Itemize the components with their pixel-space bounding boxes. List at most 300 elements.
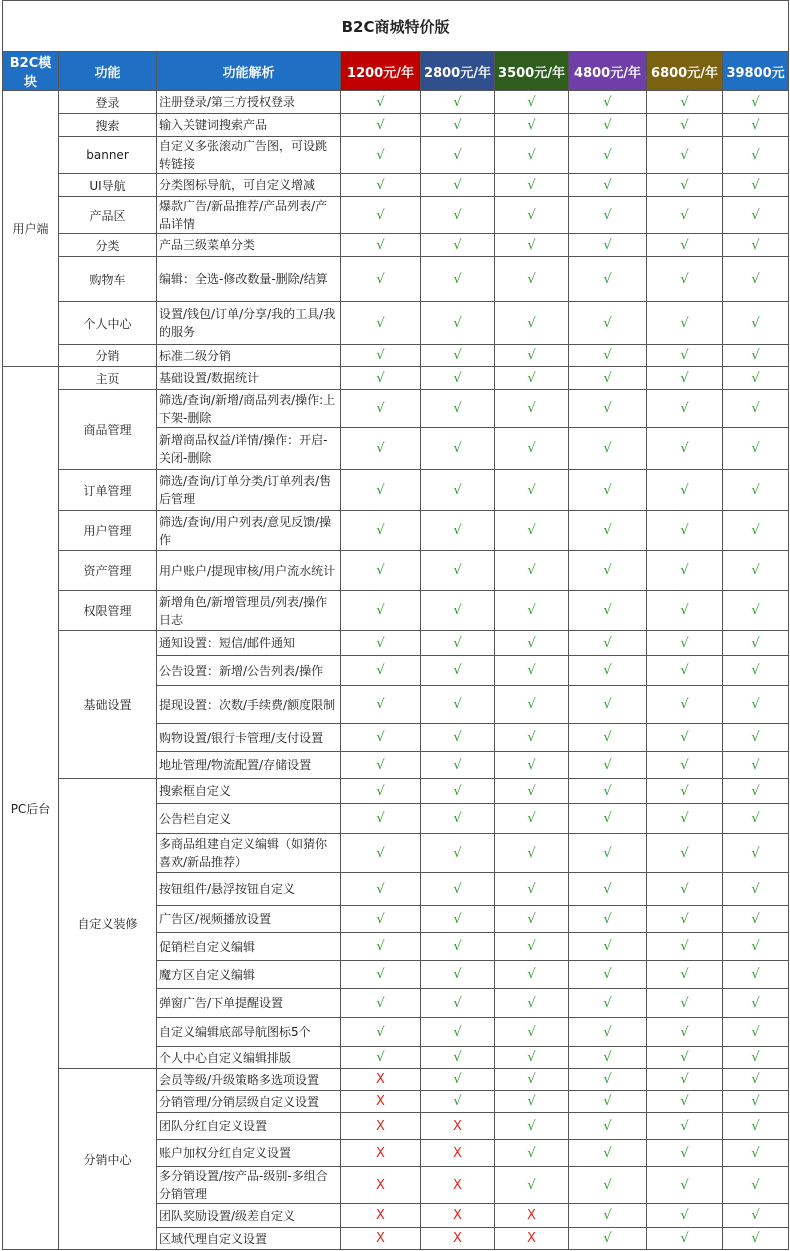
check-mark: √	[341, 724, 421, 752]
table-row	[3, 197, 789, 234]
check-mark: √	[421, 686, 495, 724]
check-mark: √	[341, 137, 421, 174]
cross-mark: X	[341, 1113, 421, 1140]
cross-mark: X	[421, 1167, 495, 1204]
check-mark: √	[647, 390, 723, 428]
table-row	[3, 779, 789, 804]
check-mark: √	[723, 1069, 789, 1091]
check-mark: √	[421, 470, 495, 511]
check-mark: √	[421, 961, 495, 989]
check-mark: √	[341, 1018, 421, 1047]
check-mark: √	[421, 390, 495, 428]
check-mark: √	[341, 551, 421, 591]
header-plan-6800: 6800元/年	[647, 52, 723, 91]
check-mark: √	[569, 1228, 647, 1250]
table-row	[3, 367, 789, 390]
feature-cell: 分销	[59, 345, 157, 367]
check-mark: √	[495, 686, 569, 724]
feature-cell: 分销中心	[59, 1069, 157, 1250]
check-mark: √	[421, 1047, 495, 1069]
description-cell: 团队分红自定义设置	[157, 1113, 341, 1140]
check-mark: √	[647, 257, 723, 302]
check-mark: √	[421, 197, 495, 234]
check-mark: √	[569, 686, 647, 724]
check-mark: √	[341, 906, 421, 933]
table-body	[3, 91, 789, 1250]
check-mark: √	[647, 1018, 723, 1047]
feature-cell: 商品管理	[59, 390, 157, 470]
check-mark: √	[647, 1091, 723, 1113]
check-mark: √	[723, 428, 789, 470]
check-mark: √	[723, 470, 789, 511]
feature-cell: 基础设置	[59, 631, 157, 779]
check-mark: √	[495, 989, 569, 1018]
check-mark: √	[723, 137, 789, 174]
header-desc: 功能解析	[157, 52, 341, 91]
check-mark: √	[421, 367, 495, 390]
check-mark: √	[495, 174, 569, 197]
check-mark: √	[723, 631, 789, 656]
check-mark: √	[495, 234, 569, 257]
check-mark: √	[495, 1069, 569, 1091]
check-mark: √	[647, 752, 723, 779]
check-mark: √	[495, 345, 569, 367]
check-mark: √	[723, 511, 789, 551]
check-mark: √	[341, 302, 421, 345]
check-mark: √	[569, 1140, 647, 1167]
check-mark: √	[341, 428, 421, 470]
description-cell: 注册登录/第三方授权登录	[157, 91, 341, 114]
check-mark: √	[569, 91, 647, 114]
header-plan-1200: 1200元/年	[341, 52, 421, 91]
check-mark: √	[495, 428, 569, 470]
check-mark: √	[421, 428, 495, 470]
check-mark: √	[723, 873, 789, 906]
cross-mark: X	[421, 1228, 495, 1250]
table-row	[3, 591, 789, 631]
cross-mark: X	[421, 1204, 495, 1228]
description-cell: 基础设置/数据统计	[157, 367, 341, 390]
check-mark: √	[647, 197, 723, 234]
check-mark: √	[569, 631, 647, 656]
check-mark: √	[341, 873, 421, 906]
description-cell: 爆款广告/新品推荐/产品列表/产品详情	[157, 197, 341, 234]
check-mark: √	[569, 961, 647, 989]
check-mark: √	[495, 91, 569, 114]
check-mark: √	[569, 989, 647, 1018]
cross-mark: X	[421, 1140, 495, 1167]
check-mark: √	[723, 989, 789, 1018]
check-mark: √	[495, 302, 569, 345]
page-title: B2C商城特价版	[3, 1, 789, 52]
check-mark: √	[569, 470, 647, 511]
check-mark: √	[569, 551, 647, 591]
check-mark: √	[723, 1047, 789, 1069]
feature-cell: 主页	[59, 367, 157, 390]
check-mark: √	[341, 804, 421, 834]
description-cell: 促销栏自定义编辑	[157, 933, 341, 961]
check-mark: √	[495, 779, 569, 804]
check-mark: √	[647, 933, 723, 961]
check-mark: √	[647, 470, 723, 511]
feature-cell: 权限管理	[59, 591, 157, 631]
check-mark: √	[421, 906, 495, 933]
check-mark: √	[647, 234, 723, 257]
check-mark: √	[495, 137, 569, 174]
feature-cell: 产品区	[59, 197, 157, 234]
check-mark: √	[647, 174, 723, 197]
description-cell: 通知设置：短信/邮件通知	[157, 631, 341, 656]
cross-mark: X	[341, 1069, 421, 1091]
check-mark: √	[495, 834, 569, 873]
feature-cell: 个人中心	[59, 302, 157, 345]
description-cell: 提现设置：次数/手续费/额度限制	[157, 686, 341, 724]
check-mark: √	[421, 1069, 495, 1091]
module-cell: 用户端	[3, 91, 59, 367]
table-row	[3, 302, 789, 345]
check-mark: √	[421, 724, 495, 752]
header-row	[3, 52, 789, 91]
check-mark: √	[495, 1167, 569, 1204]
check-mark: √	[647, 137, 723, 174]
check-mark: √	[421, 174, 495, 197]
check-mark: √	[495, 752, 569, 779]
check-mark: √	[341, 656, 421, 686]
check-mark: √	[421, 656, 495, 686]
table-row	[3, 174, 789, 197]
check-mark: √	[341, 234, 421, 257]
table-row	[3, 345, 789, 367]
check-mark: √	[723, 1204, 789, 1228]
description-cell: 筛选/查询/用户列表/意见反馈/操作	[157, 511, 341, 551]
check-mark: √	[569, 1167, 647, 1204]
check-mark: √	[495, 724, 569, 752]
check-mark: √	[647, 961, 723, 989]
description-cell: 筛选/查询/新增/商品列表/操作:上下架-删除	[157, 390, 341, 428]
check-mark: √	[495, 631, 569, 656]
description-cell: 区域代理自定义设置	[157, 1228, 341, 1250]
table-row	[3, 1069, 789, 1091]
check-mark: √	[647, 1228, 723, 1250]
check-mark: √	[569, 302, 647, 345]
check-mark: √	[421, 989, 495, 1018]
feature-cell: 自定义装修	[59, 779, 157, 1069]
check-mark: √	[647, 367, 723, 390]
check-mark: √	[723, 257, 789, 302]
check-mark: √	[421, 804, 495, 834]
description-cell: 多商品组建自定义编辑（如猜你喜欢/新品推荐）	[157, 834, 341, 873]
check-mark: √	[723, 656, 789, 686]
module-cell: PC后台	[3, 367, 59, 1250]
check-mark: √	[569, 752, 647, 779]
check-mark: √	[341, 367, 421, 390]
check-mark: √	[569, 591, 647, 631]
check-mark: √	[723, 1167, 789, 1204]
check-mark: √	[341, 174, 421, 197]
check-mark: √	[421, 234, 495, 257]
table-row	[3, 114, 789, 137]
check-mark: √	[421, 631, 495, 656]
check-mark: √	[421, 779, 495, 804]
check-mark: √	[569, 511, 647, 551]
check-mark: √	[569, 906, 647, 933]
check-mark: √	[341, 197, 421, 234]
check-mark: √	[495, 390, 569, 428]
check-mark: √	[647, 873, 723, 906]
check-mark: √	[421, 873, 495, 906]
check-mark: √	[341, 961, 421, 989]
check-mark: √	[647, 1167, 723, 1204]
check-mark: √	[647, 724, 723, 752]
check-mark: √	[495, 1018, 569, 1047]
check-mark: √	[421, 257, 495, 302]
feature-cell: UI导航	[59, 174, 157, 197]
check-mark: √	[421, 345, 495, 367]
check-mark: √	[723, 197, 789, 234]
check-mark: √	[569, 804, 647, 834]
check-mark: √	[723, 114, 789, 137]
check-mark: √	[341, 390, 421, 428]
check-mark: √	[341, 686, 421, 724]
description-cell: 编辑：全选-修改数量-删除/结算	[157, 257, 341, 302]
check-mark: √	[723, 551, 789, 591]
check-mark: √	[421, 591, 495, 631]
description-cell: 魔方区自定义编辑	[157, 961, 341, 989]
pricing-table	[2, 0, 789, 1250]
cross-mark: X	[341, 1228, 421, 1250]
check-mark: √	[647, 656, 723, 686]
description-cell: 个人中心自定义编辑排版	[157, 1047, 341, 1069]
description-cell: 多分销设置/按产品-级别-多组合分销管理	[157, 1167, 341, 1204]
check-mark: √	[723, 933, 789, 961]
check-mark: √	[341, 779, 421, 804]
description-cell: 新增商品权益/详情/操作：开启-关闭-删除	[157, 428, 341, 470]
feature-cell: 分类	[59, 234, 157, 257]
cross-mark: X	[341, 1204, 421, 1228]
header-plan-39800: 39800元	[723, 52, 789, 91]
check-mark: √	[647, 1140, 723, 1167]
check-mark: √	[421, 91, 495, 114]
check-mark: √	[341, 933, 421, 961]
header-plan-2800: 2800元/年	[421, 52, 495, 91]
check-mark: √	[569, 724, 647, 752]
check-mark: √	[723, 1113, 789, 1140]
check-mark: √	[647, 591, 723, 631]
check-mark: √	[647, 511, 723, 551]
cross-mark: X	[341, 1167, 421, 1204]
description-cell: 会员等级/升级策略多选项设置	[157, 1069, 341, 1091]
feature-cell: 资产管理	[59, 551, 157, 591]
check-mark: √	[569, 367, 647, 390]
description-cell: 自定义多张滚动广告图，可设跳转链接	[157, 137, 341, 174]
description-cell: 标准二级分销	[157, 345, 341, 367]
check-mark: √	[647, 551, 723, 591]
check-mark: √	[341, 345, 421, 367]
description-cell: 弹窗广告/下单提醒设置	[157, 989, 341, 1018]
description-cell: 设置/钱包/订单/分享/我的工具/我的服务	[157, 302, 341, 345]
table-row	[3, 234, 789, 257]
check-mark: √	[723, 686, 789, 724]
cross-mark: X	[421, 1113, 495, 1140]
check-mark: √	[341, 591, 421, 631]
table-row	[3, 551, 789, 591]
check-mark: √	[647, 91, 723, 114]
description-cell: 账户加权分红自定义设置	[157, 1140, 341, 1167]
check-mark: √	[495, 804, 569, 834]
check-mark: √	[647, 631, 723, 656]
check-mark: √	[647, 428, 723, 470]
cross-mark: X	[495, 1204, 569, 1228]
check-mark: √	[723, 752, 789, 779]
check-mark: √	[647, 114, 723, 137]
feature-cell: 搜索	[59, 114, 157, 137]
description-cell: 购物设置/银行卡管理/支付设置	[157, 724, 341, 752]
check-mark: √	[569, 1069, 647, 1091]
description-cell: 自定义编辑底部导航图标5个	[157, 1018, 341, 1047]
check-mark: √	[723, 91, 789, 114]
check-mark: √	[647, 834, 723, 873]
description-cell: 产品三级菜单分类	[157, 234, 341, 257]
check-mark: √	[495, 1113, 569, 1140]
check-mark: √	[495, 257, 569, 302]
feature-cell: 购物车	[59, 257, 157, 302]
check-mark: √	[569, 933, 647, 961]
check-mark: √	[647, 1204, 723, 1228]
check-mark: √	[647, 302, 723, 345]
cross-mark: X	[341, 1140, 421, 1167]
check-mark: √	[341, 470, 421, 511]
table-row	[3, 631, 789, 656]
description-cell: 公告设置：新增/公告列表/操作	[157, 656, 341, 686]
check-mark: √	[341, 257, 421, 302]
check-mark: √	[569, 1091, 647, 1113]
check-mark: √	[723, 234, 789, 257]
feature-cell: 登录	[59, 91, 157, 114]
check-mark: √	[723, 1091, 789, 1113]
description-cell: 用户账户/提现审核/用户流水统计	[157, 551, 341, 591]
check-mark: √	[647, 345, 723, 367]
check-mark: √	[569, 257, 647, 302]
check-mark: √	[569, 1018, 647, 1047]
check-mark: √	[723, 1018, 789, 1047]
check-mark: √	[647, 1047, 723, 1069]
check-mark: √	[723, 834, 789, 873]
header-plan-4800: 4800元/年	[569, 52, 647, 91]
check-mark: √	[569, 234, 647, 257]
check-mark: √	[723, 302, 789, 345]
check-mark: √	[569, 834, 647, 873]
check-mark: √	[723, 906, 789, 933]
check-mark: √	[421, 834, 495, 873]
check-mark: √	[495, 906, 569, 933]
description-cell: 广告区/视频播放设置	[157, 906, 341, 933]
check-mark: √	[569, 428, 647, 470]
check-mark: √	[495, 367, 569, 390]
check-mark: √	[421, 137, 495, 174]
check-mark: √	[421, 752, 495, 779]
description-cell: 新增角色/新增管理员/列表/操作日志	[157, 591, 341, 631]
check-mark: √	[569, 1047, 647, 1069]
feature-cell: banner	[59, 137, 157, 174]
check-mark: √	[495, 961, 569, 989]
table-row	[3, 511, 789, 551]
check-mark: √	[495, 1140, 569, 1167]
description-cell: 按钮组件/悬浮按钮自定义	[157, 873, 341, 906]
description-cell: 地址管理/物流配置/存储设置	[157, 752, 341, 779]
check-mark: √	[723, 804, 789, 834]
check-mark: √	[647, 1113, 723, 1140]
check-mark: √	[421, 1018, 495, 1047]
check-mark: √	[569, 779, 647, 804]
check-mark: √	[569, 1204, 647, 1228]
check-mark: √	[495, 873, 569, 906]
check-mark: √	[495, 591, 569, 631]
description-cell: 公告栏自定义	[157, 804, 341, 834]
check-mark: √	[647, 686, 723, 724]
table-row	[3, 257, 789, 302]
description-cell: 输入关键词搜索产品	[157, 114, 341, 137]
check-mark: √	[569, 345, 647, 367]
check-mark: √	[495, 551, 569, 591]
check-mark: √	[723, 1140, 789, 1167]
description-cell: 筛选/查询/订单分类/订单列表/售后管理	[157, 470, 341, 511]
check-mark: √	[723, 1228, 789, 1250]
check-mark: √	[495, 511, 569, 551]
check-mark: √	[421, 551, 495, 591]
check-mark: √	[569, 656, 647, 686]
check-mark: √	[723, 367, 789, 390]
feature-cell: 用户管理	[59, 511, 157, 551]
check-mark: √	[341, 91, 421, 114]
check-mark: √	[569, 1113, 647, 1140]
check-mark: √	[495, 197, 569, 234]
check-mark: √	[647, 804, 723, 834]
cross-mark: X	[341, 1091, 421, 1113]
check-mark: √	[647, 989, 723, 1018]
check-mark: √	[495, 470, 569, 511]
description-cell: 搜索框自定义	[157, 779, 341, 804]
check-mark: √	[723, 390, 789, 428]
header-feature: 功能	[59, 52, 157, 91]
check-mark: √	[421, 114, 495, 137]
table-row	[3, 137, 789, 174]
description-cell: 团队奖励设置/级差自定义	[157, 1204, 341, 1228]
cross-mark: X	[495, 1228, 569, 1250]
check-mark: √	[569, 174, 647, 197]
table-row	[3, 91, 789, 114]
check-mark: √	[723, 961, 789, 989]
check-mark: √	[421, 933, 495, 961]
check-mark: √	[341, 114, 421, 137]
check-mark: √	[647, 906, 723, 933]
check-mark: √	[341, 631, 421, 656]
check-mark: √	[569, 137, 647, 174]
check-mark: √	[723, 345, 789, 367]
check-mark: √	[421, 1091, 495, 1113]
check-mark: √	[723, 724, 789, 752]
check-mark: √	[723, 174, 789, 197]
check-mark: √	[495, 114, 569, 137]
check-mark: √	[569, 873, 647, 906]
check-mark: √	[647, 779, 723, 804]
header-module: B2C模块	[3, 52, 59, 91]
check-mark: √	[647, 1069, 723, 1091]
table-row	[3, 470, 789, 511]
check-mark: √	[341, 511, 421, 551]
check-mark: √	[341, 989, 421, 1018]
check-mark: √	[569, 197, 647, 234]
feature-cell: 订单管理	[59, 470, 157, 511]
